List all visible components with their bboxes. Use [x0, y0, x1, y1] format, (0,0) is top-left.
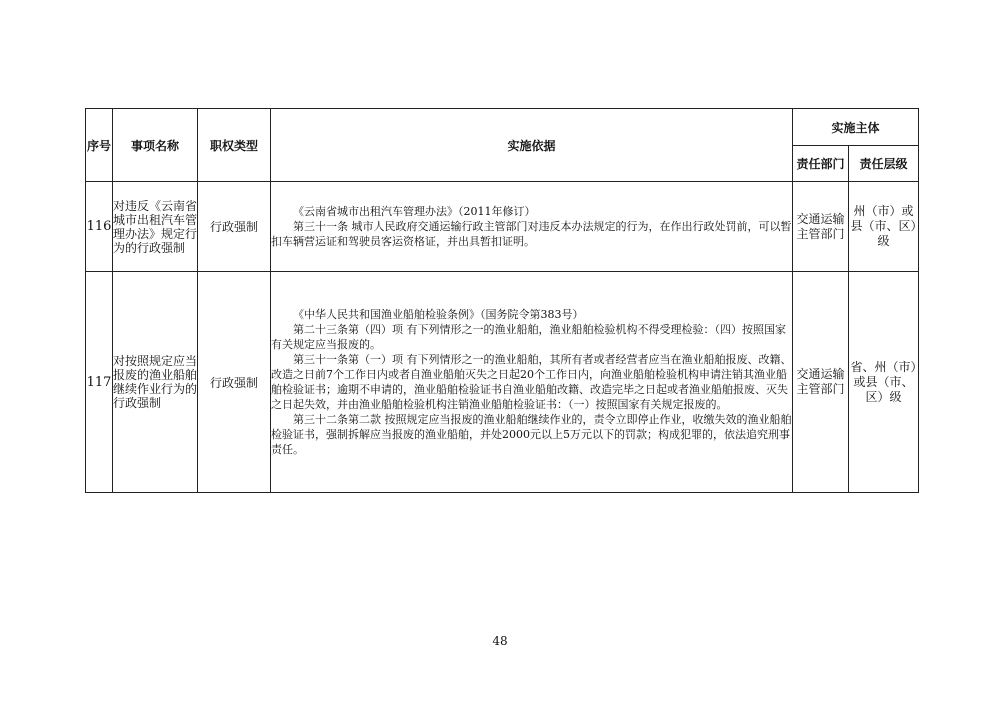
basis-article: 第二十三条第（四）项 有下列情形之一的渔业船舶，渔业船舶检验机构不得受理检验：（四）按照国家有关规定应当报废的。: [271, 323, 786, 351]
item-name: 对违反《云南省城市出租汽车管理办法》规定行为的行政强制: [113, 182, 198, 272]
basis-article: 第三十二条第二款 按照规定应当报废的渔业船舶继续作业的，责令立即停止作业，收缴失效的渔业船舶检验证书，强制拆解应当报废的渔业船舶，并处2000元以上5万元以下的罚款；构成犯罪的，依法追究刑事责任。: [271, 413, 792, 456]
basis-source: 《云南省城市出租汽车管理办法》（2011年修订）: [293, 205, 536, 218]
power-type: 行政强制: [198, 182, 271, 272]
basis-article: 第三十一条第（一）项 有下列情形之一的渔业船舶，其所有者或者经营者应当在渔业船舶报废、改籍、改造之日前7个工作日内或者自渔业船舶灭失之日起20个工作日内，向渔业船舶检验机构申请注销其渔业船舶检验证书；逾期不申请的，渔业船舶检验证书自渔业船舶改籍、改造完毕之日起或者渔业船舶报废、灭失之日起失效，并由渔业船舶检验机构注销渔业船舶检验证书：（一）按照国家有关规定报废的。: [271, 353, 792, 411]
header-seq: 序号: [86, 109, 113, 182]
table-row: [86, 272, 919, 493]
header-power-type: 职权类型: [198, 109, 271, 182]
responsible-dept: 交通运输主管部门: [793, 182, 849, 272]
header-subject: 实施主体: [793, 109, 919, 146]
basis-source: 《中华人民共和国渔业船舶检验条例》（国务院令第383号）: [293, 308, 584, 321]
header-basis: 实施依据: [271, 109, 793, 182]
legal-basis: [271, 272, 793, 493]
responsible-level: 州（市）或县（市、区）级: [849, 182, 919, 272]
header-item-name: 事项名称: [113, 109, 198, 182]
responsible-level: 省、州（市）或县（市、区）级: [849, 272, 919, 493]
header-row: [86, 109, 919, 146]
header-level: 责任层级: [849, 146, 919, 182]
power-type: 行政强制: [198, 272, 271, 493]
enforcement-table: [85, 108, 919, 493]
header-dept: 责任部门: [793, 146, 849, 182]
responsible-dept: 交通运输主管部门: [793, 272, 849, 493]
item-name: 对按照规定应当报废的渔业船舶继续作业行为的行政强制: [113, 272, 198, 493]
row-number: 116: [86, 182, 113, 272]
table-row: [86, 182, 919, 272]
basis-article: 第三十一条 城市人民政府交通运输行政主管部门对违反本办法规定的行为，在作出行政处罚前，可以暂扣车辆营运证和驾驶员客运资格证，并出具暂扣证明。: [271, 220, 792, 248]
page-number: 48: [492, 634, 508, 648]
legal-basis: [271, 182, 793, 272]
row-number: 117: [86, 272, 113, 493]
